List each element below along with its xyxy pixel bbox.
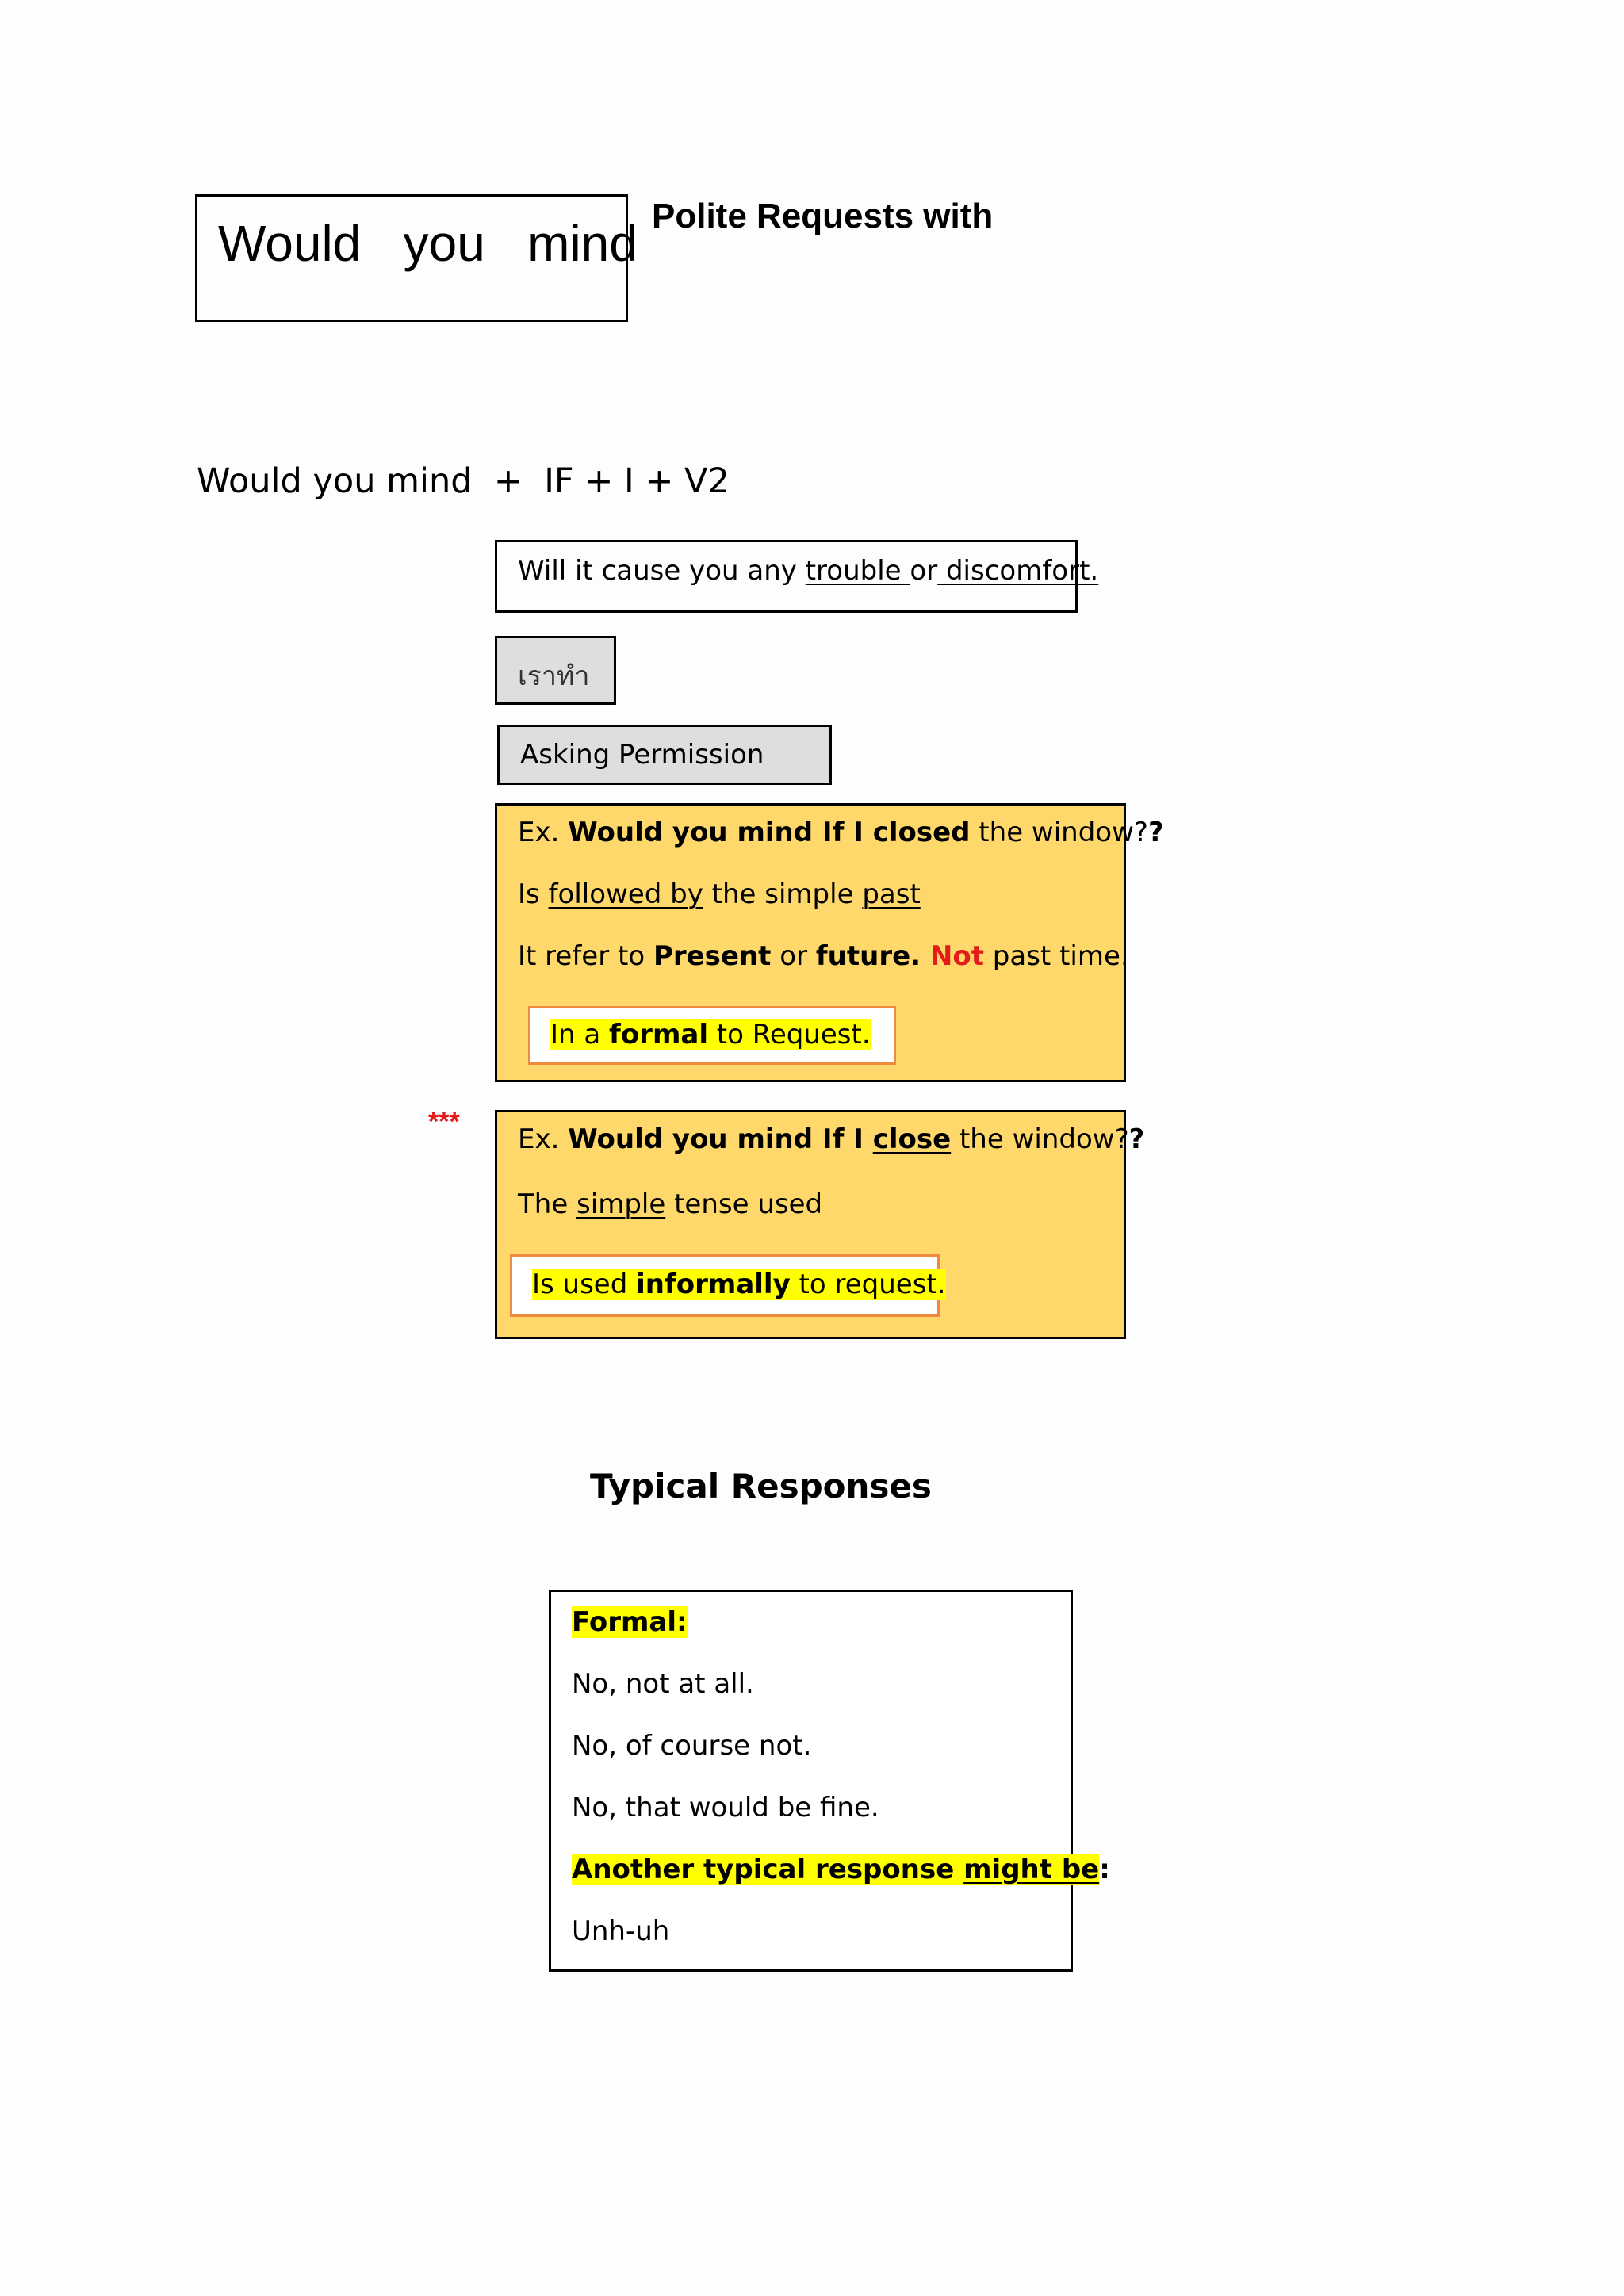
formal-example-line: Ex. Would you mind If I closed the window?? (518, 817, 1164, 848)
informal-example-box (495, 1110, 1145, 1339)
formal-note-box: In a formal to Request. (528, 1006, 896, 1065)
informal-example-line: Ex. Would you mind If I close the window?? (518, 1123, 1145, 1155)
response-item-3: No, that would be fine. (572, 1792, 879, 1823)
permission-box (497, 725, 832, 785)
trouble-or: or (910, 555, 938, 587)
trouble-box (495, 540, 1099, 613)
formal-label: Formal: (572, 1606, 688, 1638)
informal-response: Unh-uh (572, 1915, 670, 1947)
thai-text: เราทำ (518, 660, 590, 692)
title-box (195, 194, 638, 322)
stars-marker: *** (428, 1107, 460, 1137)
formal-time-line: It refer to Present or future. Not past time. (518, 940, 1129, 972)
formula-text: Would you mind + IF + I + V2 (197, 461, 730, 501)
formal-example-box (495, 803, 1164, 1082)
formal-rule-line: Is followed by the simple past (518, 878, 921, 910)
informal-note-box: Is used informally to request. (510, 1254, 940, 1317)
title-text: Would you mind (218, 215, 638, 272)
response-item-2: No, of course not. (572, 1730, 812, 1762)
trouble-word: trouble (805, 555, 910, 587)
thai-box (495, 636, 616, 705)
permission-text: Asking Permission (520, 739, 764, 771)
responses-heading: Typical Responses (590, 1467, 932, 1506)
informal-rule-line: The simple tense used (518, 1188, 823, 1220)
response-item-1: No, not at all. (572, 1668, 754, 1700)
page-heading: Polite Requests with (652, 197, 994, 235)
responses-box (549, 1590, 1110, 1972)
trouble-prefix: Will it cause you any (518, 555, 806, 587)
another-response-label: Another typical response might be: (572, 1854, 1110, 1885)
discomfort-word: discomfort. (937, 555, 1099, 587)
